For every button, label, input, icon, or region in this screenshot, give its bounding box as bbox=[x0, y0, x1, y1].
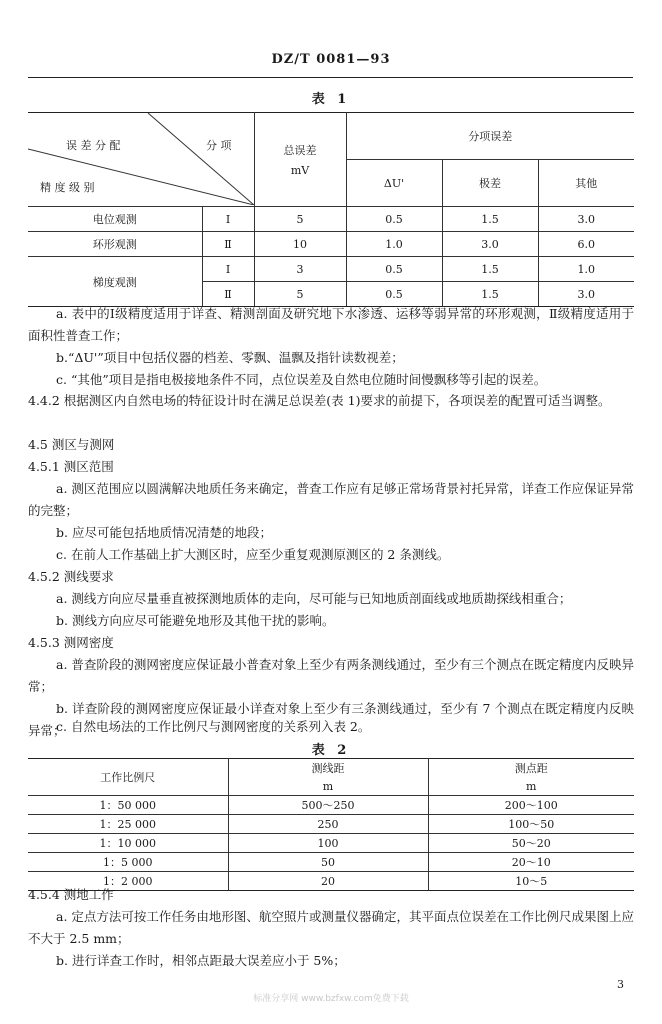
table1-title: 表 1 bbox=[311, 92, 351, 107]
table1-header-subgroup: 分项误差 bbox=[346, 113, 634, 160]
table1 bbox=[28, 112, 634, 307]
section-4-5-2-a: a. 测线方向应尽量垂直被探测地质体的走向，尽可能与已知地质剖面线或地质勘探线相重合； bbox=[56, 591, 572, 606]
table-row: 1：5 000 50 20～10 bbox=[28, 853, 634, 872]
section-4-5-2-b: b. 测线方向应尽可能避免地形及其他干扰的影响。 bbox=[56, 613, 335, 628]
section-4-5-4-a: a. 定点方法可按工作任务由地形图、航空照片或测量仪器确定，其平面点位误差在工作比例尺成果图上应不大于 2.5 mm； bbox=[28, 909, 634, 946]
header-rule bbox=[28, 77, 633, 78]
table2-title: 表 2 bbox=[311, 743, 351, 758]
table1-note-b: b.“ΔU'”项目中包括仪器的档差、零飘、温飘及指针读数视差； bbox=[56, 350, 404, 365]
section-4-5-1-heading: 4.5.1 测区范围 bbox=[28, 459, 114, 474]
table2-header-point: 测点距 bbox=[428, 759, 634, 778]
section-4-5-2-heading: 4.5.2 测线要求 bbox=[28, 569, 114, 584]
table1-header-range: 极差 bbox=[442, 160, 538, 207]
table-row: 1：10 000 100 50～20 bbox=[28, 834, 634, 853]
table1-header-du: ΔU' bbox=[346, 160, 442, 207]
diag-label-distribution: 误 差 分 配 bbox=[66, 139, 121, 152]
table-row: 环形观测 Ⅱ 10 1.0 3.0 6.0 bbox=[28, 232, 634, 257]
section-4-5-3-c: c. 自然电场法的工作比例尺与测网密度的关系列入表 2。 bbox=[56, 719, 371, 734]
section-4-5-1-b: b. 应尽可能包括地质情况清楚的地段； bbox=[56, 525, 272, 540]
table-row: 1：50 000 500～250 200～100 bbox=[28, 796, 634, 815]
section-4-5-1-a: a. 测区范围应以圆满解决地质任务来确定，普查工作应有足够正常场背景衬托异常，详查工作应保证异常的完整； bbox=[28, 481, 634, 518]
section-4-5-4-b: b. 进行详查工作时，相邻点距最大误差应小于 5%； bbox=[56, 953, 346, 968]
table-row: 梯度观测 Ⅰ 3 0.5 1.5 1.0 bbox=[28, 257, 634, 282]
section-4-5-3-heading: 4.5.3 测网密度 bbox=[28, 635, 114, 650]
diag-label-precision: 精 度 级 别 bbox=[40, 181, 95, 194]
section-4-4-2: 4.4.2 根据测区内自然电场的特征设计时在满足总误差(表 1)要求的前提下，各项误差的配置可适当调整。 bbox=[28, 393, 611, 408]
table1-header-diagonal bbox=[28, 113, 254, 207]
table2-header-point-unit: m bbox=[428, 777, 634, 796]
table1-header-other: 其他 bbox=[538, 160, 634, 207]
document-code: DZ/T 0081—93 bbox=[271, 52, 391, 67]
section-4-5-1-c: c. 在前人工作基础上扩大测区时，应至少重复观测原测区的 2 条测线。 bbox=[56, 547, 450, 562]
table2 bbox=[28, 758, 634, 891]
section-4-5-4-heading: 4.5.4 测地工作 bbox=[28, 887, 114, 902]
table1-header-total: 总误差 mV bbox=[254, 113, 346, 207]
table1-note-a: a. 表中的Ⅰ级精度适用于详查、精测剖面及研究地下水渗透、运移等弱异常的环形观测，Ⅱ级精度适用于面积性普查工作； bbox=[28, 306, 634, 343]
section-4-5-3-b: b. 详查阶段的测网密度应保证最小详查对象上至少有三条测线通过，至少有 7 个测点在既定精度内反映异常； bbox=[28, 701, 634, 738]
section-4-5-heading: 4.5 测区与测网 bbox=[28, 437, 115, 452]
section-4-5-3-a: a. 普查阶段的测网密度应保证最小普查对象上至少有两条测线通过，至少有三个测点在既定精度内反映异常； bbox=[28, 657, 634, 694]
table1-note-c: c. “其他”项目是指电极接地条件不同，点位误差及自然电位随时间慢飘移等引起的误差。 bbox=[56, 372, 547, 387]
table2-header-line: 测线距 bbox=[228, 759, 428, 778]
table2-header-scale: 工作比例尺 bbox=[28, 759, 228, 796]
table-row: 电位观测 Ⅰ 5 0.5 1.5 3.0 bbox=[28, 207, 634, 232]
page-number: 3 bbox=[617, 978, 624, 991]
diag-label-item: 分 项 bbox=[206, 139, 232, 152]
table-row: 1：2 000 20 10～5 bbox=[28, 872, 634, 891]
table2-header-line-unit: m bbox=[228, 777, 428, 796]
footer-watermark: 标准分享网 www.bzfxw.com免费下载 bbox=[253, 994, 409, 1004]
table-row: 1：25 000 250 100～50 bbox=[28, 815, 634, 834]
table-row: Ⅱ 5 0.5 1.5 3.0 bbox=[28, 282, 634, 307]
